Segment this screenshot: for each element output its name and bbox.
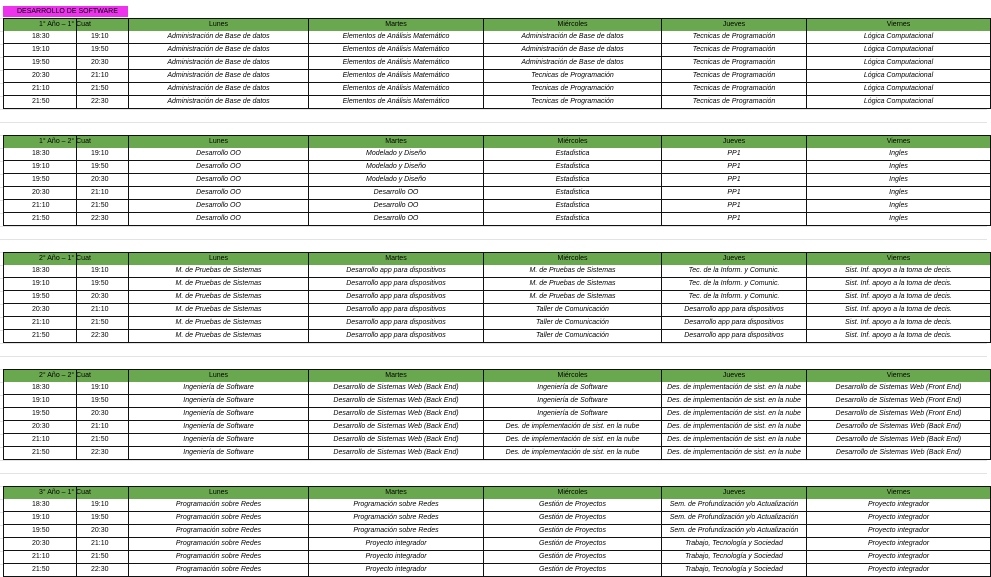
start-time-cell[interactable]: 21:10 xyxy=(3,434,76,447)
subject-cell[interactable]: Proyecto integrador xyxy=(806,525,991,538)
subject-cell[interactable]: Sist. Inf. apoyo a la toma de decis. xyxy=(806,291,991,304)
subject-cell[interactable]: Tecnicas de Programación xyxy=(661,57,806,70)
section-header-row xyxy=(3,369,991,383)
subject-cell[interactable]: Tecnicas de Programación xyxy=(483,70,661,83)
sheet-gridline xyxy=(0,122,987,123)
end-time-cell[interactable]: 19:10 xyxy=(76,265,128,278)
start-time-cell[interactable]: 19:10 xyxy=(3,44,76,57)
day-header-4[interactable]: Jueves xyxy=(661,253,806,266)
section-header-row xyxy=(3,135,991,149)
subject-cell[interactable]: Ingles xyxy=(806,200,991,213)
table-row xyxy=(3,512,991,525)
day-header-1[interactable]: Lunes xyxy=(128,19,308,32)
subject-cell[interactable]: Administración de Base de datos xyxy=(128,83,308,96)
subject-cell[interactable]: Trabajo, Tecnología y Sociedad xyxy=(661,538,806,551)
subject-cell[interactable]: M. de Pruebas de Sistemas xyxy=(128,304,308,317)
table-row xyxy=(3,148,991,161)
day-header-2[interactable]: Martes xyxy=(308,136,483,149)
subject-cell[interactable]: Sem. de Profundización y/o Actualización xyxy=(661,525,806,538)
day-header-1[interactable]: Lunes xyxy=(128,253,308,266)
subject-cell[interactable]: M. de Pruebas de Sistemas xyxy=(483,278,661,291)
table-row xyxy=(3,408,991,421)
subject-cell[interactable]: PP1 xyxy=(661,213,806,226)
subject-cell[interactable]: Estadistica xyxy=(483,161,661,174)
end-time-cell[interactable]: 20:30 xyxy=(76,174,128,187)
end-time-cell[interactable]: 19:50 xyxy=(76,512,128,525)
subject-cell[interactable]: Ingeniería de Software xyxy=(128,382,308,395)
subject-cell[interactable]: Tecnicas de Programación xyxy=(661,83,806,96)
subject-cell[interactable]: Programación sobre Redes xyxy=(308,499,483,512)
day-header-3[interactable]: Miércoles xyxy=(483,487,661,500)
start-time-cell[interactable]: 21:50 xyxy=(3,213,76,226)
subject-cell[interactable]: Sist. Inf. apoyo a la toma de decis. xyxy=(806,317,991,330)
day-header-3[interactable]: Miércoles xyxy=(483,19,661,32)
sheet-gridline xyxy=(0,460,987,461)
day-header-3[interactable]: Miércoles xyxy=(483,370,661,383)
table-row xyxy=(3,161,991,174)
subject-cell[interactable]: Elementos de Análisis Matemático xyxy=(308,96,483,109)
subject-cell[interactable]: Elementos de Análisis Matemático xyxy=(308,83,483,96)
table-row xyxy=(3,317,991,330)
sheet-gridline xyxy=(0,356,987,357)
subject-cell[interactable]: Sist. Inf. apoyo a la toma de decis. xyxy=(806,304,991,317)
table-row xyxy=(3,96,991,109)
subject-cell[interactable]: Desarrollo app para dispositivos xyxy=(661,330,806,343)
subject-cell[interactable]: Desarrollo de Sistemas Web (Front End) xyxy=(806,395,991,408)
subject-cell[interactable]: Taller de Comunicación xyxy=(483,304,661,317)
end-time-cell[interactable]: 21:50 xyxy=(76,317,128,330)
subject-cell[interactable]: Programación sobre Redes xyxy=(128,525,308,538)
end-time-cell[interactable]: 22:30 xyxy=(76,447,128,460)
subject-cell[interactable]: Estadistica xyxy=(483,187,661,200)
subject-cell[interactable]: Ingeniería de Software xyxy=(128,434,308,447)
subject-cell[interactable]: Desarrollo de Sistemas Web (Back End) xyxy=(308,408,483,421)
end-time-cell[interactable]: 19:10 xyxy=(76,31,128,44)
subject-cell[interactable]: Programación sobre Redes xyxy=(128,538,308,551)
subject-cell[interactable]: Estadistica xyxy=(483,148,661,161)
subject-cell[interactable]: M. de Pruebas de Sistemas xyxy=(128,291,308,304)
subject-cell[interactable]: Des. de implementación de sist. en la nube xyxy=(661,421,806,434)
end-time-cell[interactable]: 19:10 xyxy=(76,148,128,161)
subject-cell[interactable]: Programación sobre Redes xyxy=(128,564,308,577)
subject-cell[interactable]: Proyecto integrador xyxy=(806,499,991,512)
day-header-1[interactable]: Lunes xyxy=(128,136,308,149)
subject-cell[interactable]: Des. de implementación de sist. en la nube xyxy=(661,447,806,460)
end-time-cell[interactable]: 22:30 xyxy=(76,564,128,577)
subject-cell[interactable]: Administración de Base de datos xyxy=(483,57,661,70)
subject-cell[interactable]: Tecnicas de Programación xyxy=(661,70,806,83)
subject-cell[interactable]: Administración de Base de datos xyxy=(483,44,661,57)
table-row xyxy=(3,265,991,278)
section-label[interactable]: 3° Año – 1° Cuat xyxy=(3,487,76,500)
table-row xyxy=(3,434,991,447)
end-time-cell[interactable]: 21:10 xyxy=(76,70,128,83)
subject-cell[interactable]: Trabajo, Tecnología y Sociedad xyxy=(661,551,806,564)
subject-cell[interactable]: Des. de implementación de sist. en la nube xyxy=(483,447,661,460)
subject-cell[interactable]: Des. de implementación de sist. en la nube xyxy=(661,382,806,395)
subject-cell[interactable]: Desarrollo de Sistemas Web (Back End) xyxy=(308,421,483,434)
subject-cell[interactable]: Desarrollo OO xyxy=(128,174,308,187)
subject-cell[interactable]: Desarrollo de Sistemas Web (Back End) xyxy=(308,395,483,408)
sheet-gridline xyxy=(0,239,987,240)
end-time-cell[interactable]: 20:30 xyxy=(76,57,128,70)
subject-cell[interactable]: Des. de implementación de sist. en la nube xyxy=(483,421,661,434)
day-header-4[interactable]: Jueves xyxy=(661,19,806,32)
table-row xyxy=(3,200,991,213)
sheet-gridline xyxy=(0,343,987,344)
table-row xyxy=(3,538,991,551)
subject-cell[interactable]: Tecnicas de Programación xyxy=(483,96,661,109)
subject-cell[interactable]: Estadistica xyxy=(483,213,661,226)
table-row xyxy=(3,395,991,408)
sheet-gridline xyxy=(0,109,987,110)
subject-cell[interactable]: Proyecto integrador xyxy=(308,538,483,551)
subject-cell[interactable]: Des. de implementación de sist. en la nube xyxy=(661,408,806,421)
subject-cell[interactable]: Des. de implementación de sist. en la nube xyxy=(483,434,661,447)
start-time-cell[interactable]: 18:30 xyxy=(3,31,76,44)
end-time-cell[interactable]: 21:50 xyxy=(76,434,128,447)
subject-cell[interactable]: Programación sobre Redes xyxy=(128,551,308,564)
subject-cell[interactable]: Lógica Computacional xyxy=(806,31,991,44)
start-time-cell[interactable]: 21:50 xyxy=(3,96,76,109)
table-row xyxy=(3,564,991,577)
subject-cell[interactable]: Ingeniería de Software xyxy=(483,395,661,408)
subject-cell[interactable]: Proyecto integrador xyxy=(806,512,991,525)
subject-cell[interactable]: M. de Pruebas de Sistemas xyxy=(128,278,308,291)
subject-cell[interactable]: Desarrollo OO xyxy=(128,187,308,200)
subject-cell[interactable]: Estadistica xyxy=(483,174,661,187)
end-time-cell[interactable]: 20:30 xyxy=(76,408,128,421)
subject-cell[interactable]: Desarrollo app para dispositivos xyxy=(308,278,483,291)
start-time-cell[interactable]: 19:50 xyxy=(3,291,76,304)
table-row xyxy=(3,421,991,434)
subject-cell[interactable]: Lógica Computacional xyxy=(806,96,991,109)
day-header-1[interactable]: Lunes xyxy=(128,370,308,383)
subject-cell[interactable]: Ingeniería de Software xyxy=(128,395,308,408)
subject-cell[interactable]: Gestión de Proyectos xyxy=(483,564,661,577)
subject-cell[interactable]: Tecnicas de Programación xyxy=(661,44,806,57)
subject-cell[interactable]: Ingles xyxy=(806,161,991,174)
subject-cell[interactable]: Gestión de Proyectos xyxy=(483,538,661,551)
table-row xyxy=(3,447,991,460)
subject-cell[interactable]: Sist. Inf. apoyo a la toma de decis. xyxy=(806,330,991,343)
subject-cell[interactable]: Desarrollo app para dispositivos xyxy=(308,304,483,317)
subject-cell[interactable]: Desarrollo OO xyxy=(128,148,308,161)
end-time-cell[interactable]: 22:30 xyxy=(76,213,128,226)
subject-cell[interactable]: Desarrollo OO xyxy=(308,187,483,200)
start-time-cell[interactable]: 19:50 xyxy=(3,408,76,421)
subject-cell[interactable]: Administración de Base de datos xyxy=(128,96,308,109)
end-time-cell[interactable]: 20:30 xyxy=(76,291,128,304)
subject-cell[interactable]: Ingles xyxy=(806,174,991,187)
start-time-cell[interactable]: 19:10 xyxy=(3,395,76,408)
day-header-5[interactable]: Viernes xyxy=(806,253,991,266)
start-time-cell[interactable]: 19:50 xyxy=(3,174,76,187)
start-time-cell[interactable]: 19:10 xyxy=(3,161,76,174)
subject-cell[interactable]: Desarrollo OO xyxy=(128,200,308,213)
subject-cell[interactable]: Estadistica xyxy=(483,200,661,213)
start-time-cell[interactable]: 20:30 xyxy=(3,304,76,317)
subject-cell[interactable]: Elementos de Análisis Matemático xyxy=(308,70,483,83)
table-row xyxy=(3,83,991,96)
section-label[interactable]: 1° Año – 2° Cuat xyxy=(3,136,76,149)
subject-cell[interactable]: Proyecto integrador xyxy=(806,551,991,564)
subject-cell[interactable]: Administración de Base de datos xyxy=(128,70,308,83)
subject-cell[interactable]: Desarrollo app para dispositivos xyxy=(308,291,483,304)
table-row xyxy=(3,70,991,83)
day-header-2[interactable]: Martes xyxy=(308,487,483,500)
subject-cell[interactable]: Lógica Computacional xyxy=(806,70,991,83)
subject-cell[interactable]: Desarrollo app para dispositivos xyxy=(308,330,483,343)
subject-cell[interactable]: Modelado y Diseño xyxy=(308,161,483,174)
subject-cell[interactable]: Programación sobre Redes xyxy=(128,499,308,512)
subject-cell[interactable]: Taller de Comunicación xyxy=(483,317,661,330)
subject-cell[interactable]: Sist. Inf. apoyo a la toma de decis. xyxy=(806,265,991,278)
start-time-cell[interactable]: 21:50 xyxy=(3,447,76,460)
subject-cell[interactable]: Tec. de la Inform. y Comunic. xyxy=(661,265,806,278)
subject-cell[interactable]: Desarrollo OO xyxy=(128,213,308,226)
sheet-title[interactable]: DESARROLLO DE SOFTWARE xyxy=(3,6,128,17)
subject-cell[interactable]: Modelado y Diseño xyxy=(308,148,483,161)
subject-cell[interactable]: Ingeniería de Software xyxy=(483,382,661,395)
subject-cell[interactable]: Proyecto integrador xyxy=(806,564,991,577)
subject-cell[interactable]: Ingeniería de Software xyxy=(128,447,308,460)
subject-cell[interactable]: Programación sobre Redes xyxy=(308,525,483,538)
section-label[interactable]: 2° Año – 1° Cuat xyxy=(3,253,76,266)
end-time-cell[interactable]: 21:10 xyxy=(76,421,128,434)
subject-cell[interactable]: M. de Pruebas de Sistemas xyxy=(483,265,661,278)
subject-cell[interactable]: Gestión de Proyectos xyxy=(483,525,661,538)
table-row xyxy=(3,304,991,317)
subject-cell[interactable]: Sem. de Profundización y/o Actualización xyxy=(661,512,806,525)
end-time-cell[interactable]: 19:50 xyxy=(76,395,128,408)
subject-cell[interactable]: Sem. de Profundización y/o Actualización xyxy=(661,499,806,512)
subject-cell[interactable]: Desarrollo de Sistemas Web (Back End) xyxy=(806,421,991,434)
day-header-3[interactable]: Miércoles xyxy=(483,253,661,266)
subject-cell[interactable]: Ingles xyxy=(806,213,991,226)
subject-cell[interactable]: Elementos de Análisis Matemático xyxy=(308,44,483,57)
subject-cell[interactable]: Trabajo, Tecnología y Sociedad xyxy=(661,564,806,577)
subject-cell[interactable]: Desarrollo de Sistemas Web (Back End) xyxy=(806,434,991,447)
subject-cell[interactable]: Modelado y Diseño xyxy=(308,174,483,187)
subject-cell[interactable]: Tec. de la Inform. y Comunic. xyxy=(661,278,806,291)
subject-cell[interactable]: Lógica Computacional xyxy=(806,57,991,70)
day-header-5[interactable]: Viernes xyxy=(806,487,991,500)
table-row xyxy=(3,499,991,512)
table-row xyxy=(3,31,991,44)
section-header-row xyxy=(3,18,991,32)
table-row xyxy=(3,278,991,291)
table-row xyxy=(3,44,991,57)
sheet-gridline xyxy=(0,473,987,474)
day-header-3[interactable]: Miércoles xyxy=(483,136,661,149)
subject-cell[interactable]: Desarrollo OO xyxy=(308,200,483,213)
subject-cell[interactable]: Desarrollo app para dispositivos xyxy=(661,317,806,330)
subject-cell[interactable]: Taller de Comunicación xyxy=(483,330,661,343)
subject-cell[interactable]: Administración de Base de datos xyxy=(128,44,308,57)
end-time-cell[interactable]: 20:30 xyxy=(76,525,128,538)
subject-cell[interactable]: Administración de Base de datos xyxy=(483,31,661,44)
start-time-cell[interactable]: 20:30 xyxy=(3,538,76,551)
table-row xyxy=(3,525,991,538)
subject-cell[interactable]: Tecnicas de Programación xyxy=(661,31,806,44)
subject-cell[interactable]: Administración de Base de datos xyxy=(128,57,308,70)
end-time-cell[interactable]: 19:50 xyxy=(76,44,128,57)
section-label[interactable]: 1° Año – 1° Cuat xyxy=(3,19,76,32)
section-header-row xyxy=(3,252,991,266)
subject-cell[interactable]: Programación sobre Redes xyxy=(308,512,483,525)
subject-cell[interactable]: Desarrollo de Sistemas Web (Back End) xyxy=(308,447,483,460)
end-time-cell[interactable]: 19:50 xyxy=(76,278,128,291)
subject-cell[interactable]: Gestión de Proyectos xyxy=(483,512,661,525)
subject-cell[interactable]: Desarrollo OO xyxy=(128,161,308,174)
subject-cell[interactable]: Administración de Base de datos xyxy=(128,31,308,44)
subject-cell[interactable]: PP1 xyxy=(661,148,806,161)
day-header-2[interactable]: Martes xyxy=(308,370,483,383)
start-time-cell[interactable]: 21:10 xyxy=(3,317,76,330)
start-time-cell[interactable]: 21:50 xyxy=(3,564,76,577)
end-time-cell[interactable]: 19:10 xyxy=(76,499,128,512)
table-row xyxy=(3,213,991,226)
subject-cell[interactable]: Ingles xyxy=(806,148,991,161)
subject-cell[interactable]: M. de Pruebas de Sistemas xyxy=(483,291,661,304)
subject-cell[interactable]: Programación sobre Redes xyxy=(128,512,308,525)
start-time-cell[interactable]: 21:10 xyxy=(3,551,76,564)
end-time-cell[interactable]: 21:50 xyxy=(76,83,128,96)
subject-cell[interactable]: Elementos de Análisis Matemático xyxy=(308,31,483,44)
start-time-cell[interactable]: 19:10 xyxy=(3,278,76,291)
day-header-5[interactable]: Viernes xyxy=(806,19,991,32)
subject-cell[interactable]: Lógica Computacional xyxy=(806,83,991,96)
end-time-cell[interactable]: 21:50 xyxy=(76,200,128,213)
start-time-cell[interactable]: 19:50 xyxy=(3,57,76,70)
day-header-4[interactable]: Jueves xyxy=(661,487,806,500)
subject-cell[interactable]: Desarrollo de Sistemas Web (Back End) xyxy=(308,434,483,447)
table-row xyxy=(3,330,991,343)
end-time-cell[interactable]: 19:10 xyxy=(76,382,128,395)
sheet-gridline xyxy=(0,226,987,227)
subject-cell[interactable]: Desarrollo de Sistemas Web (Front End) xyxy=(806,382,991,395)
start-time-cell[interactable]: 21:50 xyxy=(3,330,76,343)
start-time-cell[interactable]: 19:50 xyxy=(3,525,76,538)
table-row xyxy=(3,57,991,70)
subject-cell[interactable]: Elementos de Análisis Matemático xyxy=(308,57,483,70)
start-time-cell[interactable]: 18:30 xyxy=(3,499,76,512)
subject-cell[interactable]: PP1 xyxy=(661,187,806,200)
subject-cell[interactable]: Ingeniería de Software xyxy=(128,408,308,421)
day-header-5[interactable]: Viernes xyxy=(806,370,991,383)
day-header-4[interactable]: Jueves xyxy=(661,136,806,149)
start-time-cell[interactable]: 21:10 xyxy=(3,83,76,96)
subject-cell[interactable]: Desarrollo app para dispositivos xyxy=(308,265,483,278)
day-header-1[interactable]: Lunes xyxy=(128,487,308,500)
end-time-cell[interactable]: 22:30 xyxy=(76,96,128,109)
end-time-cell[interactable]: 19:50 xyxy=(76,161,128,174)
subject-cell[interactable]: M. de Pruebas de Sistemas xyxy=(128,265,308,278)
day-header-5[interactable]: Viernes xyxy=(806,136,991,149)
subject-cell[interactable]: Gestión de Proyectos xyxy=(483,551,661,564)
section-label[interactable]: 2° Año – 2° Cuat xyxy=(3,370,76,383)
end-time-cell[interactable]: 21:50 xyxy=(76,551,128,564)
subject-cell[interactable]: Sist. Inf. apoyo a la toma de decis. xyxy=(806,278,991,291)
table-row xyxy=(3,291,991,304)
subject-cell[interactable]: Desarrollo app para dispositivos xyxy=(308,317,483,330)
subject-cell[interactable]: Gestión de Proyectos xyxy=(483,499,661,512)
section-header-row xyxy=(3,486,991,500)
end-time-cell[interactable]: 21:10 xyxy=(76,304,128,317)
start-time-cell[interactable]: 19:10 xyxy=(3,512,76,525)
subject-cell[interactable]: Desarrollo de Sistemas Web (Back End) xyxy=(308,382,483,395)
subject-cell[interactable]: Desarrollo de Sistemas Web (Front End) xyxy=(806,408,991,421)
subject-cell[interactable]: PP1 xyxy=(661,200,806,213)
subject-cell[interactable]: M. de Pruebas de Sistemas xyxy=(128,330,308,343)
end-time-cell[interactable]: 21:10 xyxy=(76,187,128,200)
table-row xyxy=(3,187,991,200)
subject-cell[interactable]: Proyecto integrador xyxy=(806,538,991,551)
start-time-cell[interactable]: 20:30 xyxy=(3,421,76,434)
subject-cell[interactable]: Desarrollo app para dispositivos xyxy=(661,304,806,317)
subject-cell[interactable]: Proyecto integrador xyxy=(308,551,483,564)
subject-cell[interactable]: Lógica Computacional xyxy=(806,44,991,57)
subject-cell[interactable]: Ingeniería de Software xyxy=(128,421,308,434)
subject-cell[interactable]: PP1 xyxy=(661,161,806,174)
subject-cell[interactable]: Des. de implementación de sist. en la nube xyxy=(661,395,806,408)
subject-cell[interactable]: Tec. de la Inform. y Comunic. xyxy=(661,291,806,304)
start-time-cell[interactable]: 18:30 xyxy=(3,148,76,161)
subject-cell[interactable]: Tecnicas de Programación xyxy=(483,83,661,96)
subject-cell[interactable]: PP1 xyxy=(661,174,806,187)
start-time-cell[interactable]: 18:30 xyxy=(3,265,76,278)
day-header-2[interactable]: Martes xyxy=(308,19,483,32)
table-row xyxy=(3,551,991,564)
subject-cell[interactable]: Desarrollo OO xyxy=(308,213,483,226)
subject-cell[interactable]: Ingles xyxy=(806,187,991,200)
day-header-2[interactable]: Martes xyxy=(308,253,483,266)
subject-cell[interactable]: Desarrollo de Sistemas Web (Back End) xyxy=(806,447,991,460)
start-time-cell[interactable]: 18:30 xyxy=(3,382,76,395)
day-header-4[interactable]: Jueves xyxy=(661,370,806,383)
start-time-cell[interactable]: 20:30 xyxy=(3,187,76,200)
subject-cell[interactable]: Des. de implementación de sist. en la nube xyxy=(661,434,806,447)
table-row xyxy=(3,382,991,395)
subject-cell[interactable]: M. de Pruebas de Sistemas xyxy=(128,317,308,330)
subject-cell[interactable]: Proyecto integrador xyxy=(308,564,483,577)
subject-cell[interactable]: Ingeniería de Software xyxy=(483,408,661,421)
start-time-cell[interactable]: 21:10 xyxy=(3,200,76,213)
table-row xyxy=(3,174,991,187)
end-time-cell[interactable]: 22:30 xyxy=(76,330,128,343)
start-time-cell[interactable]: 20:30 xyxy=(3,70,76,83)
end-time-cell[interactable]: 21:10 xyxy=(76,538,128,551)
subject-cell[interactable]: Tecnicas de Programación xyxy=(661,96,806,109)
